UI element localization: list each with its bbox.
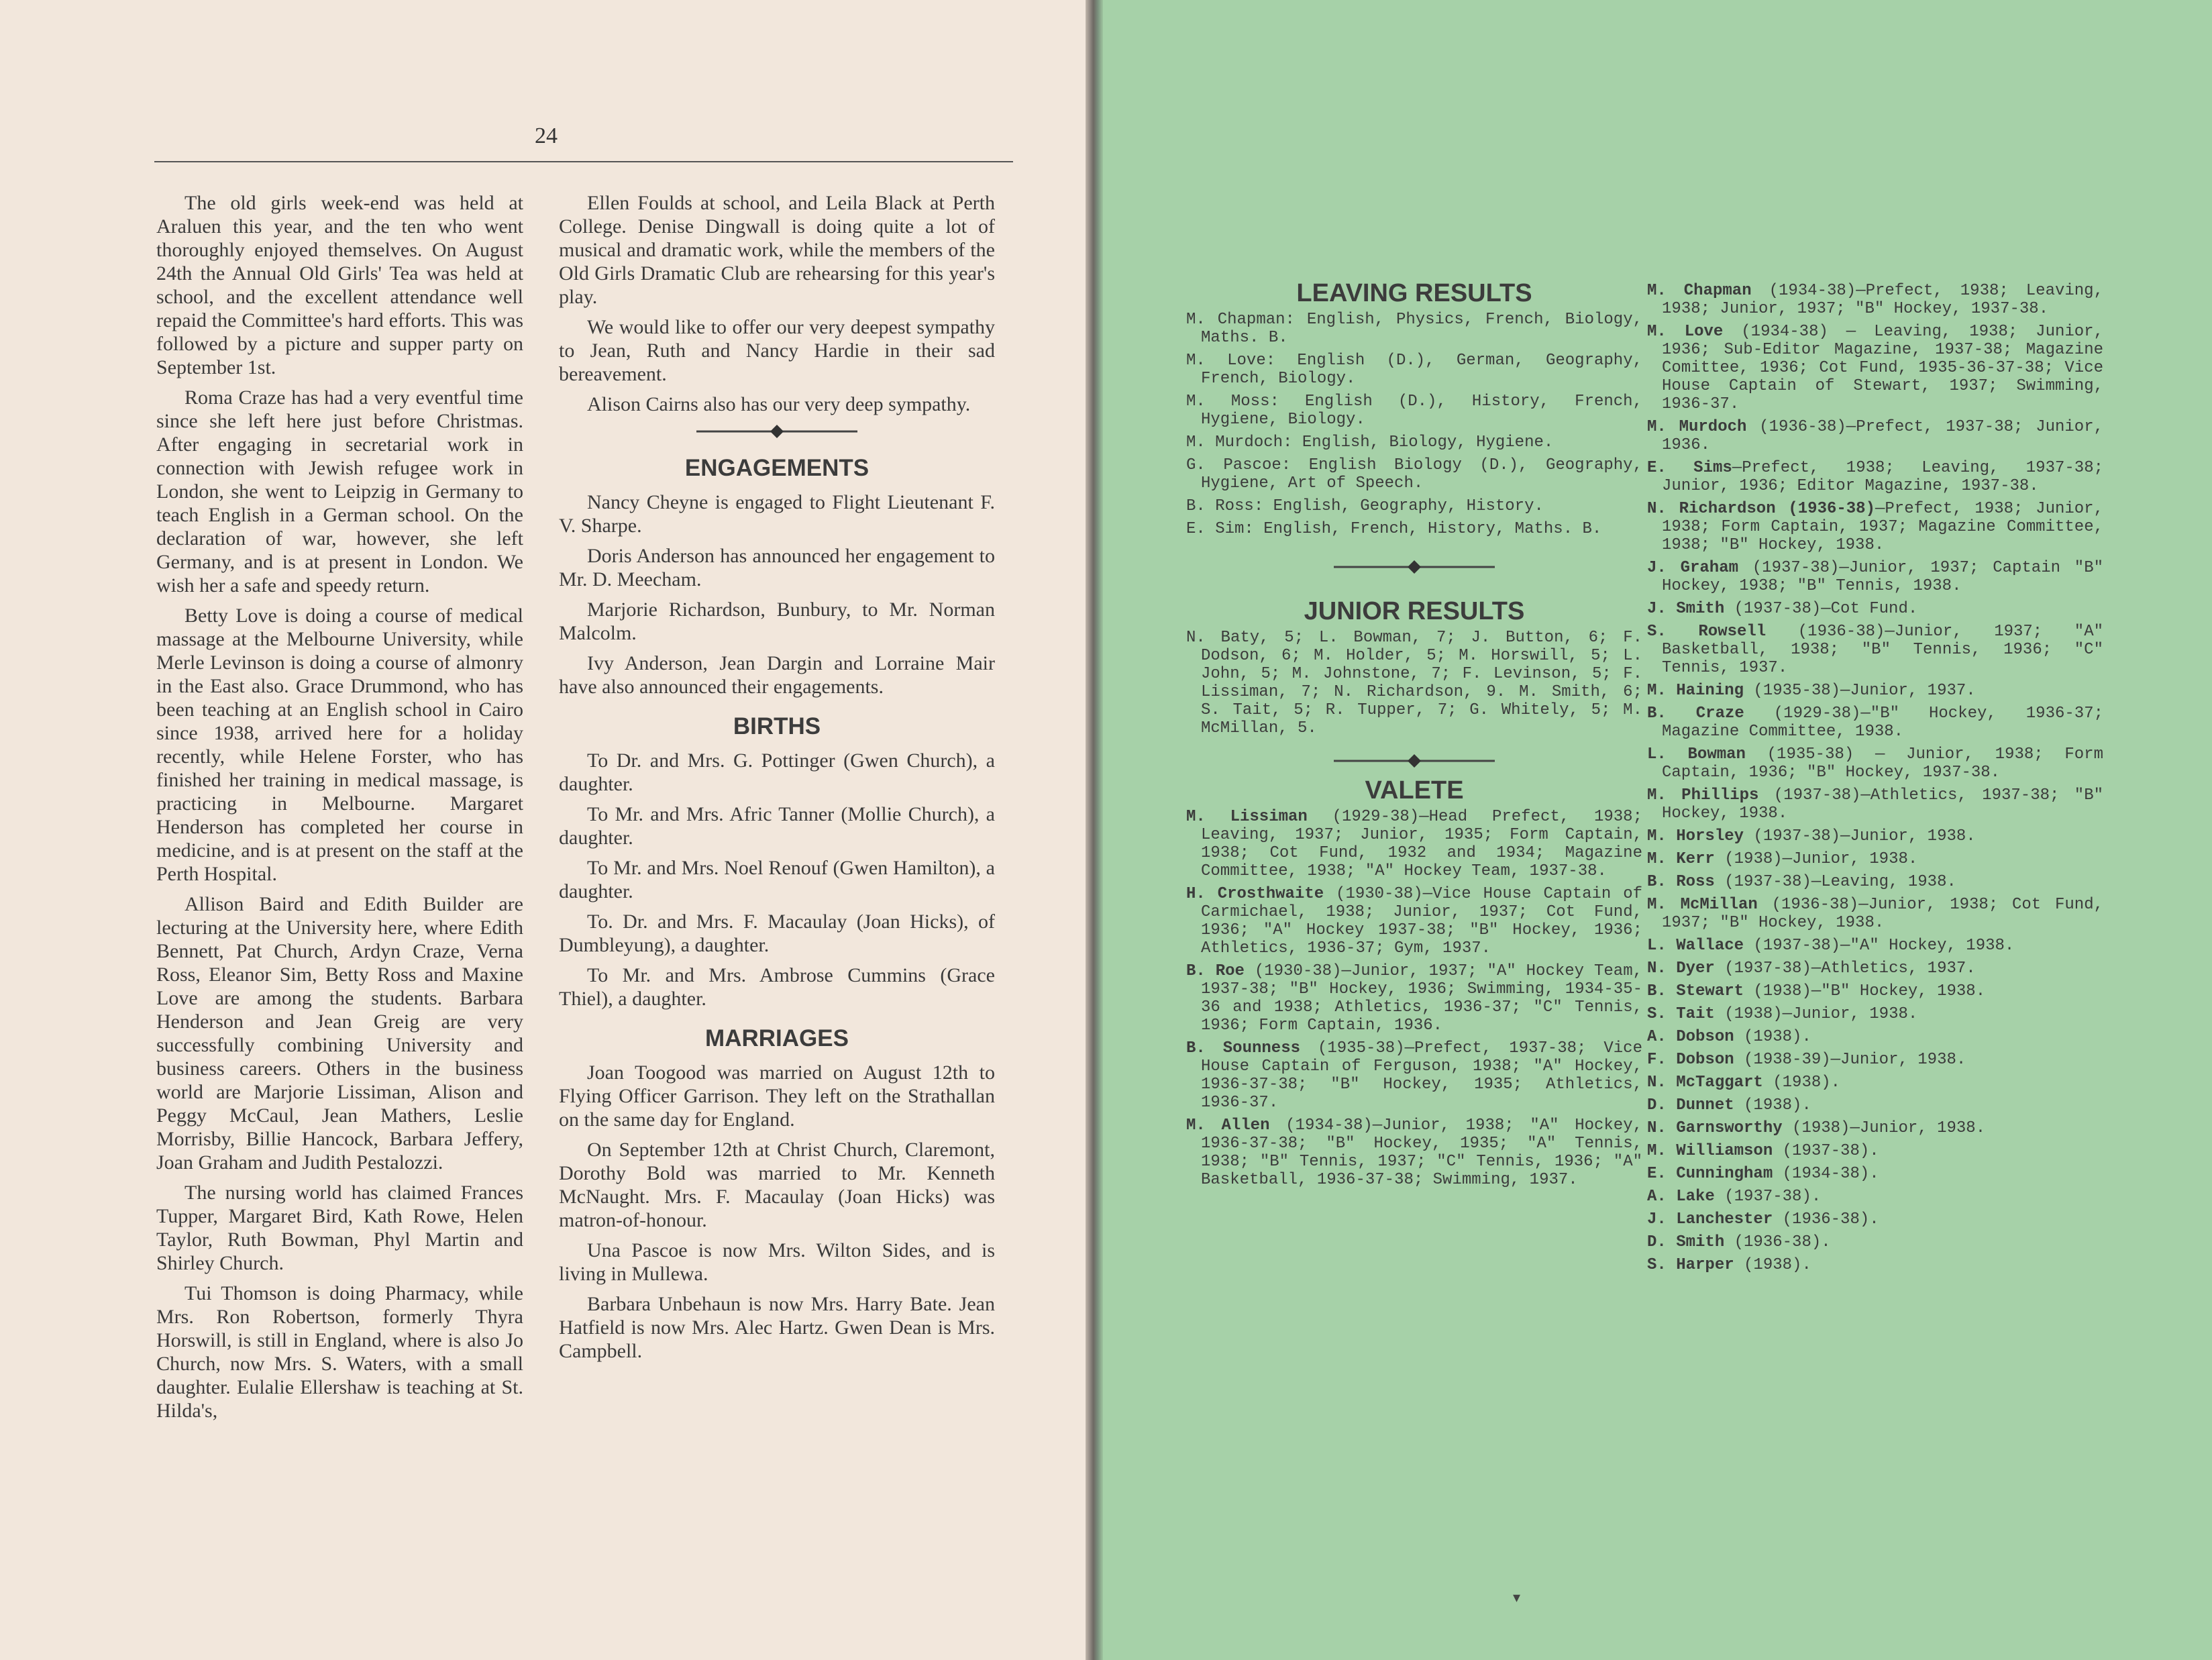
valete-entry (1647, 623, 2103, 677)
junior-results-list: N. Baty, 5; L. Bowman, 7; J. Button, 6; F. Dodson, 6; M. Holder, 5; M. Horswill, 5; L. John, 5; M. Johnstone, 7; F. Levinson, 5; F. Lissiman, 7; N. Richardson, 9. M. Smith, 6; S. Tait, 5; R. Tupper, 7; G. Whitely, 5; M. McMillan, 5. (1186, 629, 1642, 737)
leaving-result: M. Chapman: English, Physics, French, Biology, Maths. B. (1186, 311, 1642, 347)
engagement-item: Ivy Anderson, Jean Dargin and Lorraine Mair have also announced their engagements. (559, 652, 995, 698)
valete-entry (1647, 873, 2103, 891)
valete-name: N. Garnsworthy (1647, 1119, 1783, 1137)
page-number: 24 (535, 123, 558, 148)
valete-entry (1647, 1119, 2103, 1137)
junior-results-heading: JUNIOR RESULTS (1304, 597, 1525, 625)
engagement-item: Marjorie Richardson, Bunbury, to Mr. Norman Malcolm. (559, 599, 995, 644)
valete-entry (1647, 682, 2103, 700)
valete-detail: (1937-38)—Athletics, 1937-38; "B" Hockey, 1938. (1662, 786, 2103, 823)
paragraph: We would like to offer our very deepest sympathy to Jean, Ruth and Nancy Hardie in their sad bereavement. (559, 316, 995, 385)
valete-detail: (1937-38)—Junior, 1938. (1744, 827, 1976, 845)
valete-detail: (1935-38) — Junior, 1938; Form Captain, 1936; "B" Hockey, 1937-38. (1662, 745, 2103, 782)
valete-detail: (1936-38)—Prefect, 1937-38; Junior, 1936. (1662, 418, 2104, 454)
valete-detail: (1936-38)—Junior, 1938; Cot Fund, 1937; "B" Hockey, 1938. (1662, 896, 2103, 932)
valete-entry (1647, 896, 2103, 932)
paragraph: Alison Cairns also has our very deep sympathy. (587, 393, 971, 415)
valete-entry (1647, 1051, 2103, 1069)
valete-detail: (1935-38)—Prefect, 1937-38; Vice House Captain of Ferguson, 1938; "A" Hockey, 1936-37-38; "B" Hockey, 1935; Athletics, 1936-37. (1201, 1039, 1642, 1112)
valete-entry (1647, 1096, 2103, 1114)
engagement-item: Doris Anderson has announced her engagement to Mr. D. Meecham. (559, 545, 995, 590)
valete-detail: (1937-38)—"A" Hockey, 1938. (1744, 937, 2015, 955)
valete-entry (1647, 559, 2103, 595)
valete-heading: VALETE (1365, 776, 1464, 805)
valete-name: N. Richardson (1936-38) (1647, 500, 1875, 518)
valete-name: M. McMillan (1647, 896, 1758, 914)
valete-detail: (1938). (1762, 1074, 1841, 1092)
valete-name: L. Bowman (1647, 745, 1746, 764)
birth-item: To. Dr. and Mrs. F. Macaulay (Joan Hicks), of Dumbleyung), a daughter. (559, 911, 995, 956)
valete-name: S. Rowsell (1647, 623, 1767, 641)
valete-name: S. Tait (1647, 1005, 1715, 1023)
valete-name: E. Sims (1647, 459, 1732, 477)
valete-entry (1647, 1074, 2103, 1092)
valete-name: L. Wallace (1647, 937, 1744, 955)
marriage-item: Una Pascoe is now Mrs. Wilton Sides, and is living in Mullewa. (559, 1239, 995, 1285)
valete-detail: (1938-39)—Junior, 1938. (1734, 1051, 1966, 1069)
ornament-divider-icon (1327, 558, 1502, 576)
valete-name: F. Dobson (1647, 1051, 1734, 1069)
valete-name: M. Haining (1647, 682, 1744, 700)
valete-detail: (1937-38). (1714, 1188, 1822, 1206)
valete-name: N. Dyer (1647, 959, 1715, 978)
birth-item: To Dr. and Mrs. G. Pottinger (Gwen Church), a daughter. (559, 749, 995, 795)
book-spine (1086, 0, 1103, 1660)
valete-name: J. Smith (1647, 600, 1725, 618)
valete-entry (1647, 323, 2103, 413)
valete-detail: (1937-38)—Cot Fund. (1724, 600, 1918, 618)
valete-detail: (1938). (1734, 1028, 1811, 1046)
valete-entry (1647, 705, 2103, 741)
valete-name: A. Dobson (1647, 1028, 1734, 1046)
marriage-item: Joan Toogood was married on August 12th to Flying Officer Garrison. They left on the Strathallan on the same day for England. (559, 1061, 995, 1131)
valete-name: B. Stewart (1647, 982, 1744, 1000)
valete-detail: (1938)—Junior, 1938. (1714, 1005, 1918, 1023)
paragraph: Roma Craze has had a very eventful time since she left here just before Christmas. After engaging in secretarial work in connection with Jewish refugee work in London, she went to Leipzig in Germany to teach English in a German school. On the declaration of war, however, she left Germany, and is at present in London. We wish her a safe and speedy return. (156, 386, 523, 596)
valete-entry (1186, 1117, 1642, 1189)
valete-entry (1647, 850, 2103, 868)
valete-name: M. Kerr (1647, 850, 1715, 868)
valete-entry (1647, 1233, 2103, 1251)
valete-entry (1186, 1039, 1642, 1112)
leaving-result: M. Moss: English (D.), History, French, Hygiene, Biology. (1186, 393, 1642, 429)
header-rule (154, 161, 1013, 162)
valete-entry (1647, 1165, 2103, 1183)
valete-detail: (1934-38)—Junior, 1938; "A" Hockey, 1936-37-38; "B" Hockey, 1935; "A" Tennis, 1938; "B" Tennis, 1937; "C" Tennis, 1936; "A" Basketball, 1936-37-38; Swimming, 1937. (1201, 1117, 1643, 1189)
leaving-result: E. Sim: English, French, History, Maths. B. (1186, 520, 1602, 538)
valete-detail: (1936-38). (1773, 1210, 1879, 1229)
valete-name: M. Williamson (1647, 1142, 1773, 1160)
valete-detail: (1938)—Junior, 1938. (1782, 1119, 1986, 1137)
valete-detail: (1937-38)—Athletics, 1937. (1714, 959, 1976, 978)
valete-detail: (1930-38)—Junior, 1937; "A" Hockey Team, 1937-38; "B" Hockey, 1936; Swimming, 1934-35-36 and 1938; Athletics, 1936-37; "C" Tennis, 1936; Form Captain, 1936. (1201, 962, 1642, 1035)
engagements-heading: ENGAGEMENTS (684, 455, 870, 481)
valete-name: B. Roe (1186, 962, 1245, 980)
left-column-1 (156, 191, 523, 1429)
leaving-result: M. Love: English (D.), German, Geography, French, Biology. (1186, 352, 1642, 388)
engagement-item: Nancy Cheyne is engaged to Flight Lieutenant F. V. Sharpe. (559, 491, 995, 537)
valete-name: S. Harper (1647, 1256, 1734, 1274)
left-column-2 (559, 191, 995, 1369)
valete-entry (1647, 1028, 2103, 1046)
birth-item: To Mr. and Mrs. Afric Tanner (Mollie Church), a daughter. (559, 803, 995, 849)
valete-entry (1647, 418, 2103, 454)
valete-detail: (1934-38) — Leaving, 1938; Junior, 1936; Sub-Editor Magazine, 1937-38; Magazine Comittee, 1936; Cot Fund, 1935-36-37-38; Vice House Captain of Stewart, 1937; Swimming, 1936-37. (1662, 323, 2103, 413)
valete-entry (1647, 1256, 2103, 1274)
valete-name: A. Lake (1647, 1188, 1715, 1206)
valete-entry (1647, 500, 2103, 554)
leaving-results-heading: LEAVING RESULTS (1296, 279, 1532, 307)
valete-detail: —Prefect, 1938; Leaving, 1937-38; Junior, 1936; Editor Magazine, 1937-38. (1662, 459, 2103, 495)
marriage-item: Barbara Unbehaun is now Mrs. Harry Bate. Jean Hatfield is now Mrs. Alec Hartz. Gwen Dean is Mrs. Campbell. (559, 1293, 995, 1362)
valete-name: M. Lissiman (1186, 808, 1308, 826)
valete-entry (1647, 745, 2103, 782)
valete-entry (1186, 962, 1642, 1035)
valete-name: M. Murdoch (1647, 418, 1747, 436)
valete-detail: (1934-38). (1773, 1165, 1879, 1183)
valete-detail: (1934-38)—Prefect, 1938; Leaving, 1938; Junior, 1937; "B" Hockey, 1937-38. (1662, 282, 2103, 318)
valete-entry (1647, 1210, 2103, 1229)
births-heading: BIRTHS (733, 713, 821, 739)
page-mark-icon: ▾ (1513, 1590, 1521, 1606)
paragraph: Betty Love is doing a course of medical massage at the Melbourne University, while Merle Levinson is doing a course of almonry in the East also. Grace Drummond, who has been teaching at an English school in Cairo since 1938, arrived here for a holiday recently, while Helene Forster, who has finished her training in medical massage, is practicing in Melbourne. Margaret Henderson has completed her course in medicine, and is at present on the staff at the Perth Hospital. (156, 605, 523, 885)
valete-name: J. Graham (1647, 559, 1738, 577)
right-column-2 (1647, 282, 2103, 1279)
valete-name: E. Cunningham (1647, 1165, 1773, 1183)
valete-entry (1647, 937, 2103, 955)
valete-entry (1647, 1188, 2103, 1206)
valete-detail: (1929-38)—Head Prefect, 1938; Leaving, 1937; Junior, 1935; Form Captain, 1938; Cot Fund, 1932 and 1934; Magazine Committee, 1938; "A" Hockey Team, 1937-38. (1201, 808, 1642, 880)
paragraph: Ellen Foulds at school, and Leila Black at Perth College. Denise Dingwall is doing quite a lot of musical and dramatic work, while the members of the Old Girls Dramatic Club are rehearsing for this year's play. (559, 192, 995, 308)
valete-name: D. Dunnet (1647, 1096, 1734, 1114)
birth-item: To Mr. and Mrs. Ambrose Cummins (Grace Thiel), a daughter. (559, 964, 995, 1010)
valete-entry (1647, 1142, 2103, 1160)
valete-entry (1647, 959, 2103, 978)
valete-entry (1647, 282, 2103, 318)
valete-name: B. Craze (1647, 705, 1744, 723)
valete-detail: (1937-38). (1773, 1142, 1879, 1160)
ornament-divider-icon (1327, 752, 1502, 770)
valete-detail: (1937-38)—Leaving, 1938. (1714, 873, 1956, 891)
valete-detail: (1929-38)—"B" Hockey, 1936-37; Magazine Committee, 1938. (1662, 705, 2103, 741)
valete-name: N. McTaggart (1647, 1074, 1763, 1092)
valete-name: M. Allen (1186, 1117, 1270, 1135)
ornament-divider-icon (690, 423, 864, 440)
valete-entry (1647, 600, 2103, 618)
valete-detail: (1937-38)—Junior, 1937; Captain "B" Hockey, 1938; "B" Tennis, 1938. (1662, 559, 2103, 595)
paragraph: The nursing world has claimed Frances Tupper, Margaret Bird, Kath Rowe, Helen Taylor, Ruth Bowman, Phyl Martin and Shirley Church. (156, 1182, 523, 1274)
paragraph: Tui Thomson is doing Pharmacy, while Mrs. Ron Robertson, formerly Thyra Horswill, is still in England, where is also Jo Church, now Mrs. S. Waters, with a small daughter. Eulalie Ellershaw is teaching at St. Hilda's, (156, 1282, 523, 1422)
valete-entry (1186, 885, 1642, 957)
left-page (0, 0, 1092, 1660)
valete-name: M. Chapman (1647, 282, 1752, 300)
leaving-result: M. Murdoch: English, Biology, Hygiene. (1186, 433, 1554, 452)
valete-detail: (1930-38)—Vice House Captain of Carmichael, 1938; Junior, 1937; Cot Fund, 1936; "A" Hockey 1937-38; "B" Hockey, 1936; Athletics, 1936-37; Gym, 1937. (1201, 885, 1643, 957)
valete-name: B. Ross (1647, 873, 1715, 891)
valete-detail: (1938)—Junior, 1938. (1714, 850, 1918, 868)
paragraph: Allison Baird and Edith Builder are lecturing at the University here, where Edith Bennett, Pat Church, Ardyn Craze, Verna Ross, Eleanor Sim, Betty Ross and Maxine Love are among the students. Barbara Henderson and Jean Greig are very successfully combining University and business careers. Others in the business world are Marjorie Lissiman, Alison and Peggy McCaul, Jean Mathers, Leslie Morrisby, Billie Hancock, Barbara Jeffery, Joan Graham and Judith Pestalozzi. (156, 893, 523, 1174)
leaving-result: B. Ross: English, Geography, History. (1186, 497, 1544, 515)
birth-item: To Mr. and Mrs. Noel Renouf (Gwen Hamilton), a daughter. (559, 857, 995, 902)
valete-name: D. Smith (1647, 1233, 1725, 1251)
valete-name: M. Phillips (1647, 786, 1759, 805)
valete-detail: —Prefect, 1938; Junior, 1938; Form Captain, 1937; Magazine Committee, 1938; "B" Hockey, 1938. (1662, 500, 2103, 554)
valete-entry (1647, 786, 2103, 823)
valete-detail: (1938)—"B" Hockey, 1938. (1744, 982, 1986, 1000)
valete-name: J. Lanchester (1647, 1210, 1773, 1229)
valete-entry (1647, 982, 2103, 1000)
valete-detail: (1936-38)—Junior, 1937; "A" Basketball, 1938; "B" Tennis, 1936; "C" Tennis, 1937. (1662, 623, 2103, 677)
valete-name: M. Horsley (1647, 827, 1744, 845)
valete-entry (1647, 1005, 2103, 1023)
valete-entry (1186, 808, 1642, 880)
valete-name: H. Crosthwaite (1186, 885, 1324, 903)
right-column-1 (1186, 275, 1642, 1194)
valete-detail: (1935-38)—Junior, 1937. (1744, 682, 1976, 700)
valete-name: B. Sounness (1186, 1039, 1300, 1057)
valete-name: M. Love (1647, 323, 1724, 341)
paragraph: The old girls week-end was held at Araluen this year, and the ten who went thoroughly enjoyed themselves. On August 24th the Annual Old Girls' Tea was held at school, and the excellent attendance well repaid the Committee's hard efforts. This was followed by a picture and supper party on September 1st. (156, 192, 523, 378)
valete-detail: (1938). (1734, 1096, 1811, 1114)
valete-entry (1647, 827, 2103, 845)
valete-detail: (1938). (1734, 1256, 1811, 1274)
leaving-result: G. Pascoe: English Biology (D.), Geography, Hygiene, Art of Speech. (1186, 456, 1642, 492)
valete-entry (1647, 459, 2103, 495)
valete-detail: (1936-38). (1724, 1233, 1831, 1251)
marriage-item: On September 12th at Christ Church, Claremont, Dorothy Bold was married to Mr. Kenneth McNaught. Mrs. F. Macaulay (Joan Hicks) was matron-of-honour. (559, 1139, 995, 1231)
marriages-heading: MARRIAGES (705, 1025, 849, 1051)
